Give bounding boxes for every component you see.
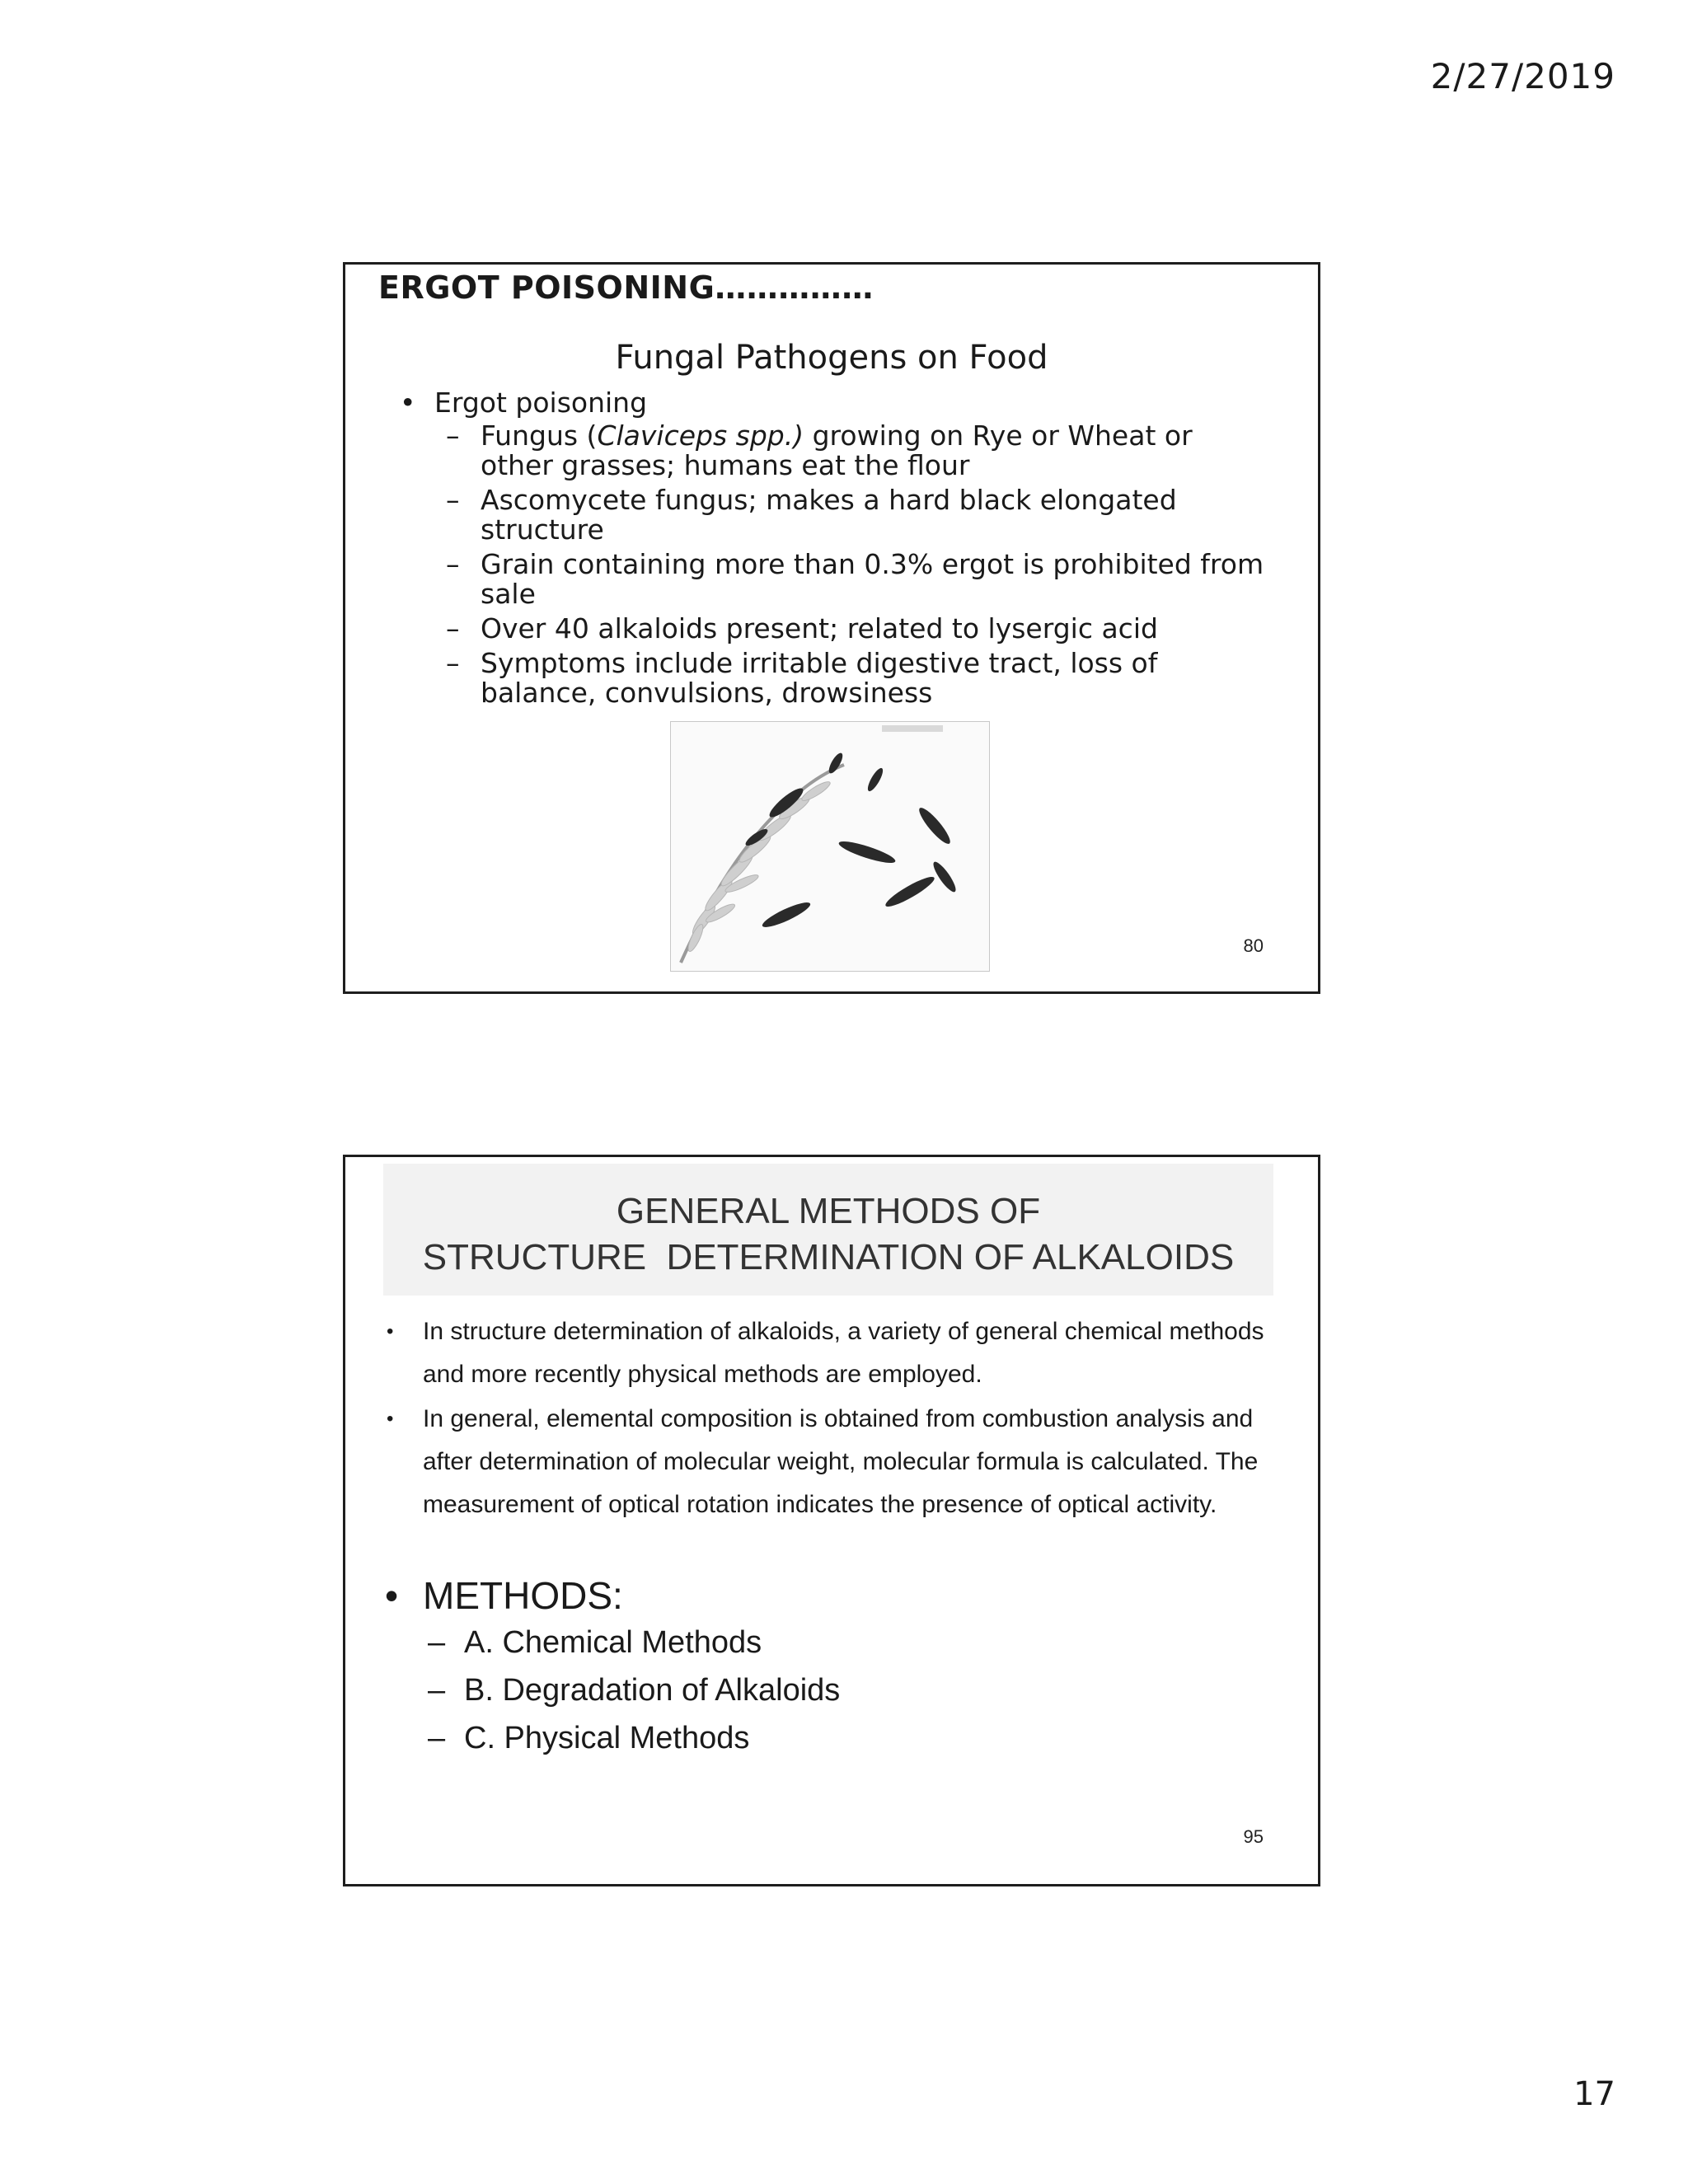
bullet-text: Grain containing more than 0.3% ergot is prohibited from sale	[481, 548, 1264, 610]
en-dash-icon: –	[428, 1625, 446, 1660]
slide-title	[383, 1188, 1273, 1281]
methods-heading	[383, 1572, 1265, 1619]
method-text: C. Physical Methods	[464, 1721, 750, 1755]
list-item	[383, 1619, 1265, 1666]
slide-title-line-2: STRUCTURE DETERMINATION OF ALKALOIDS	[422, 1237, 1235, 1277]
methods-heading-text: METHODS:	[423, 1574, 623, 1617]
list-item	[395, 485, 1268, 545]
bullet-dot-icon: •	[400, 387, 416, 419]
bullet-list	[383, 1310, 1265, 1762]
method-text: B. Degradation of Alkaloids	[464, 1673, 841, 1708]
list-item	[395, 550, 1268, 609]
bullet-text-italic: Claviceps spp.)	[597, 419, 804, 452]
bullet-text: Over 40 alkaloids present; related to lysergic acid	[481, 612, 1158, 644]
bullet-text: In general, elemental composition is obtained from combustion analysis and after determination of molecular weight, molecular formula is calculated. The measurement of optical rotation indicates the presence of optical activity.	[423, 1405, 1259, 1518]
bullet-text: In structure determination of alkaloids, a variety of general chemical methods and more recently physical methods are employed.	[423, 1318, 1264, 1388]
slide-number: 95	[1243, 1826, 1264, 1847]
en-dash-icon: –	[446, 484, 460, 516]
en-dash-icon: –	[428, 1721, 446, 1755]
slide-structure-determination	[343, 1155, 1320, 1886]
page-number: 17	[1573, 2075, 1615, 2113]
bullet-dot-icon: •	[385, 1574, 399, 1617]
slide-title-line-1: GENERAL METHODS OF	[616, 1191, 1041, 1231]
bullet-text: Ergot poisoning	[434, 387, 648, 419]
list-item	[395, 614, 1268, 644]
en-dash-icon: –	[428, 1673, 446, 1708]
ergot-photo	[670, 721, 990, 972]
list-item	[395, 421, 1268, 480]
bullet-dot-icon: •	[387, 1320, 394, 1343]
list-item	[383, 1714, 1265, 1762]
list-item	[395, 649, 1268, 708]
slide-subtitle: Fungal Pathogens on Food	[615, 339, 1048, 377]
list-item	[383, 1666, 1265, 1714]
title-box	[383, 1164, 1273, 1296]
method-text: A. Chemical Methods	[464, 1625, 762, 1660]
en-dash-icon: –	[446, 548, 460, 580]
slide-number: 80	[1243, 935, 1264, 956]
en-dash-icon: –	[446, 419, 460, 452]
list-item	[383, 1398, 1265, 1526]
list-item	[395, 388, 1268, 418]
ergot-illustration	[671, 722, 989, 971]
slide-ergot-poisoning	[343, 262, 1320, 994]
bullet-dot-icon: •	[387, 1408, 394, 1430]
bullet-list	[395, 388, 1268, 713]
en-dash-icon: –	[446, 647, 460, 679]
slide-title: ERGOT POISONING……………	[378, 269, 874, 306]
bullet-text: Ascomycete fungus; makes a hard black elongated structure	[481, 484, 1177, 546]
bullet-text-suffix: growing on Rye or Wheat or other grasses; humans eat the flour	[481, 419, 1193, 481]
bullet-text: Symptoms include irritable digestive tract, loss of balance, convulsions, drowsiness	[481, 647, 1158, 709]
page-date: 2/27/2019	[1430, 56, 1615, 96]
en-dash-icon: –	[446, 612, 460, 644]
bullet-text-prefix: Fungus (	[481, 419, 598, 452]
list-item	[383, 1310, 1265, 1396]
